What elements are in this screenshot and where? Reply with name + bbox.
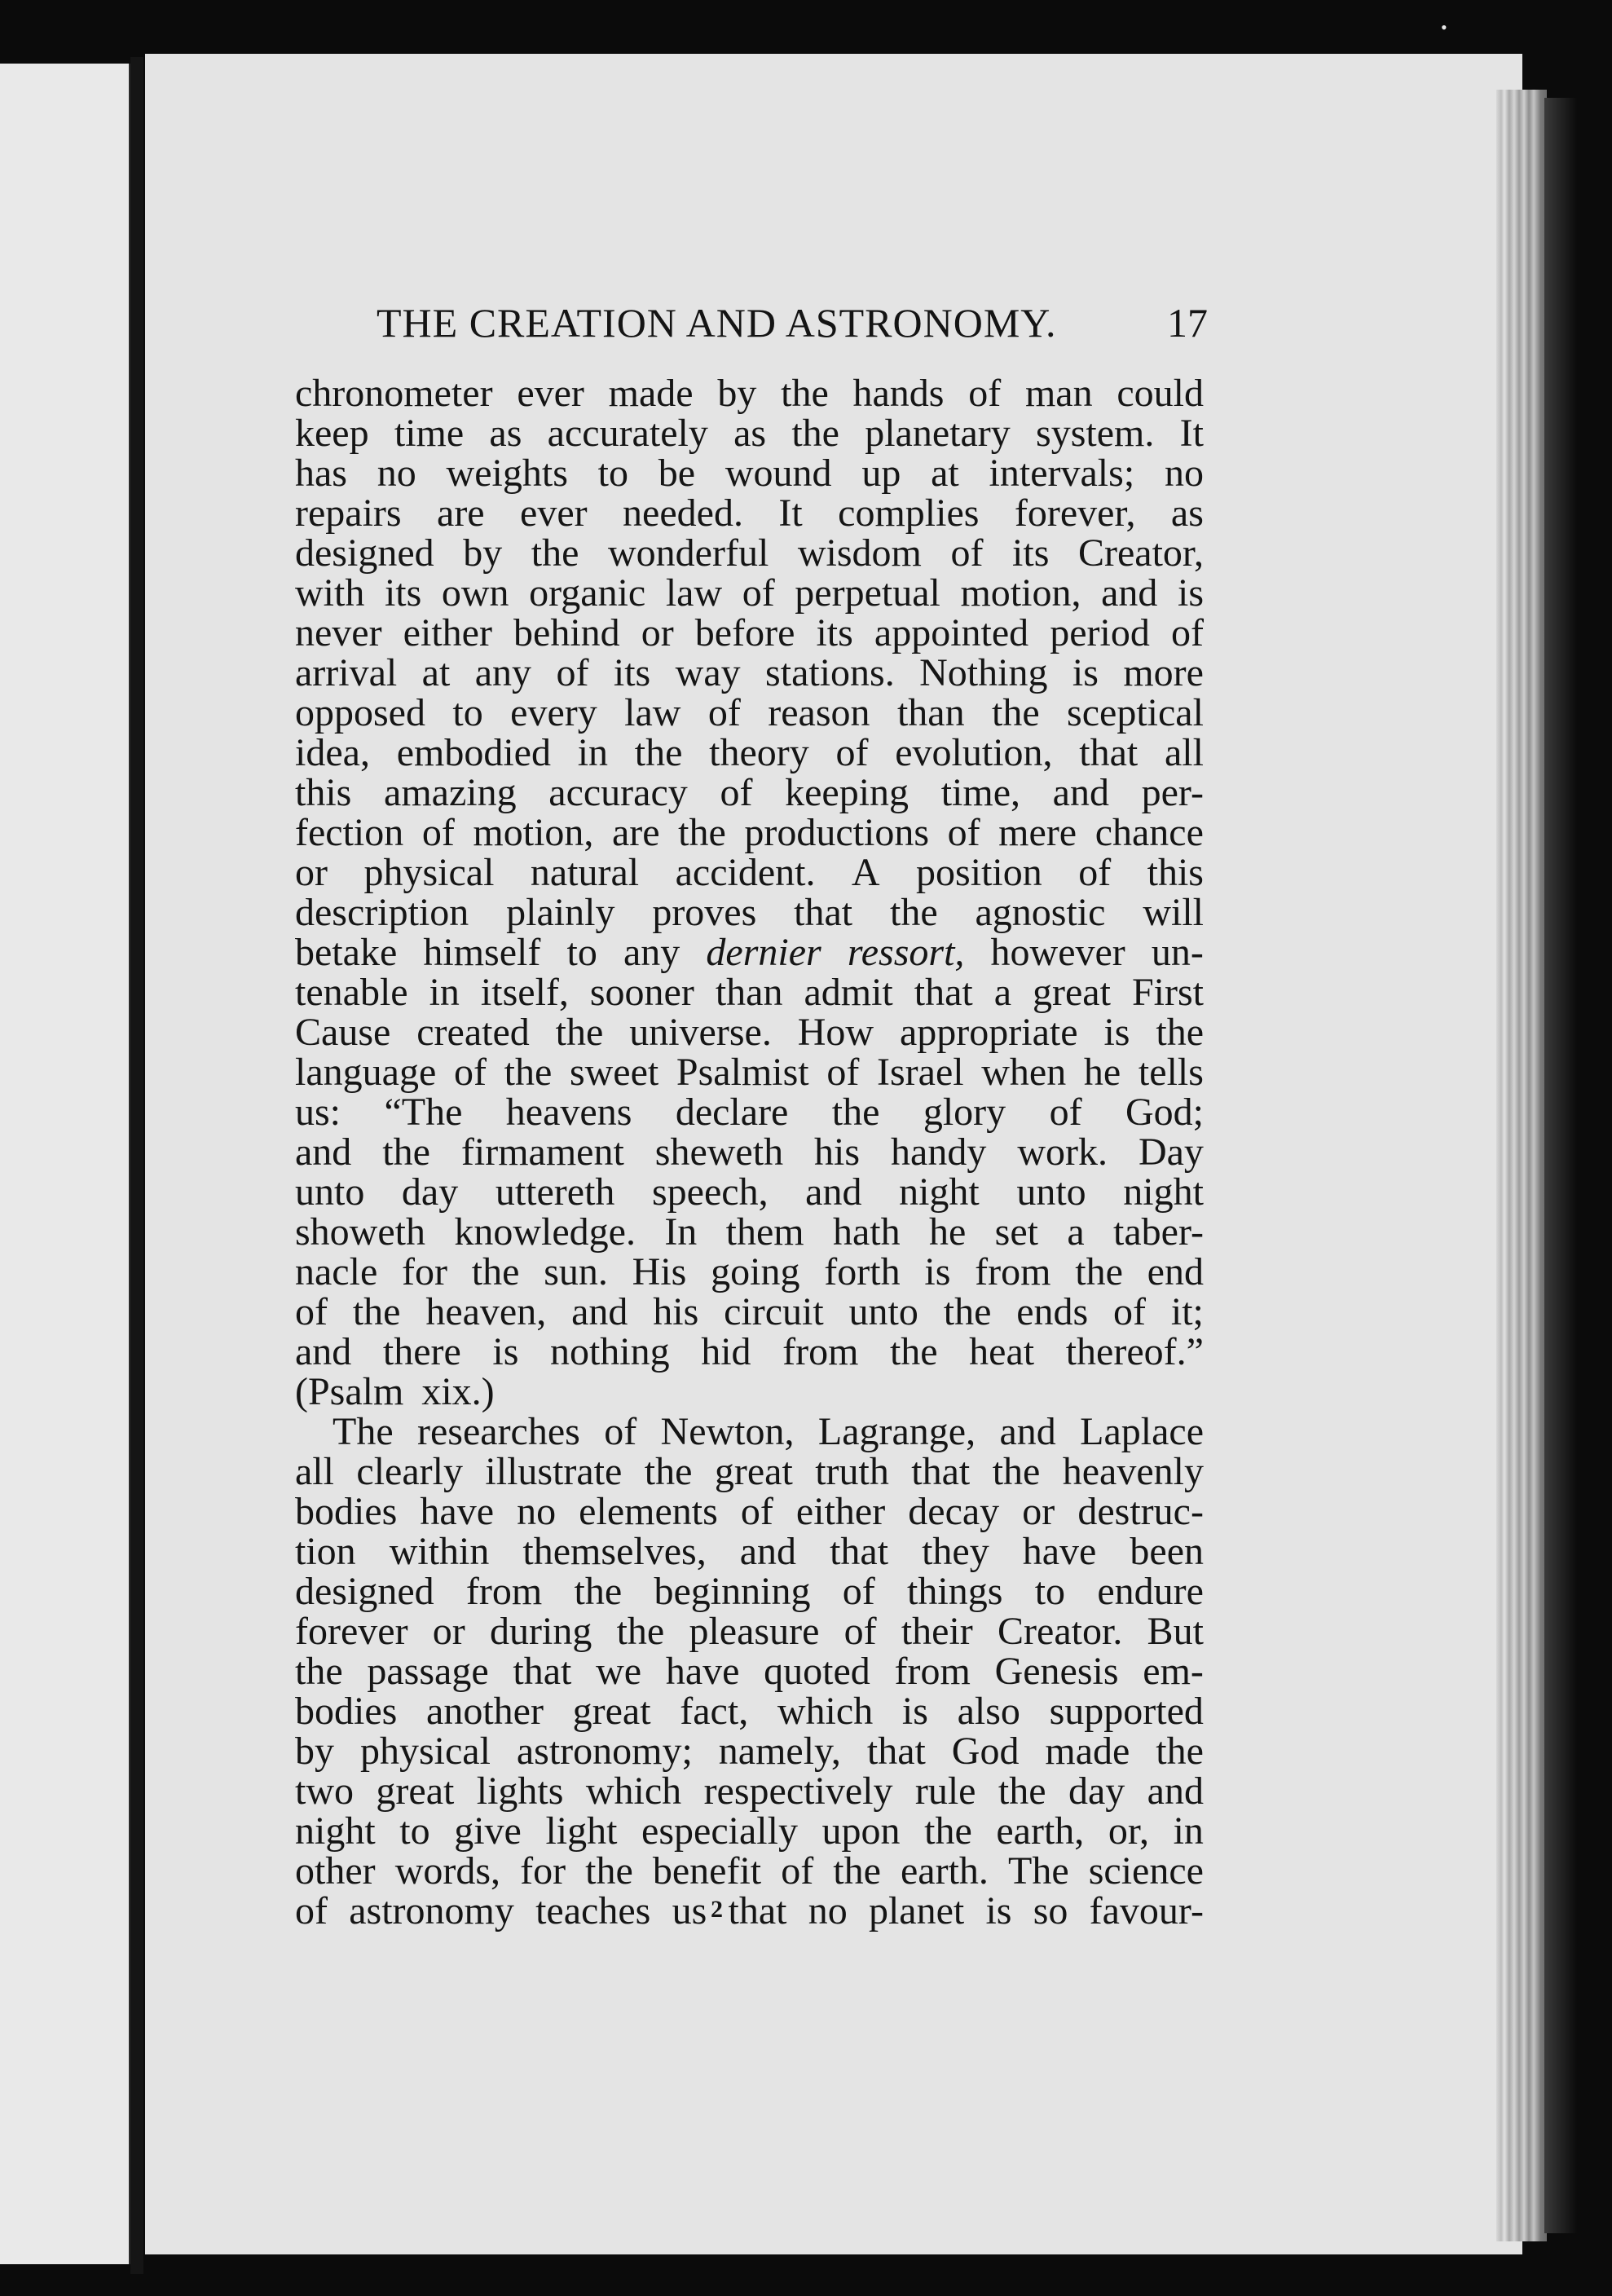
text-line: Cause created the universe. How appropriate is the — [295, 1011, 1204, 1054]
page-number: 17 — [1167, 300, 1208, 346]
text-line: night to give light especially upon the earth, or, in — [295, 1809, 1204, 1853]
text-line: idea, embodied in the theory of evolution, that all — [295, 731, 1204, 774]
page-stack-edge — [1496, 90, 1547, 2241]
text-line: two great lights which respectively rule the day and — [295, 1769, 1204, 1813]
text-line: showeth knowledge. In them hath he set a taber- — [295, 1210, 1204, 1254]
text-line: repairs are ever needed. It complies forever, as — [295, 491, 1204, 535]
text-line: us: “The heavens declare the glory of God; — [295, 1091, 1204, 1134]
text-line: forever or during the pleasure of their Creator. But — [295, 1610, 1204, 1653]
text-line: bodies another great fact, which is also supported — [295, 1690, 1204, 1733]
text-line: fection of motion, are the productions of mere chance — [295, 811, 1204, 854]
text-line: and there is nothing hid from the heat thereof.” — [295, 1330, 1204, 1373]
text-line: designed from the beginning of things to endure — [295, 1570, 1204, 1613]
text-line: (Psalm xix.) — [295, 1370, 495, 1413]
text-line: all clearly illustrate the great truth that the heavenly — [295, 1450, 1204, 1493]
page-stack-shadow — [1544, 98, 1577, 2233]
text-line: this amazing accuracy of keeping time, and per- — [295, 771, 1204, 814]
text-line: with its own organic law of perpetual motion, and is — [295, 571, 1204, 615]
gutter-shadow — [130, 57, 143, 2274]
text-line: opposed to every law of reason than the sceptical — [295, 691, 1204, 734]
text-line: and the firmament sheweth his handy work. Day — [295, 1130, 1204, 1174]
text-line: betake himself to any dernier ressort, however un- — [295, 931, 1204, 974]
text-line: tenable in itself, sooner than admit that a great First — [295, 971, 1204, 1014]
text-line: designed by the wonderful wisdom of its Creator, — [295, 531, 1204, 575]
text-line: of astronomy teaches us that no planet is so favour- — [295, 1889, 1204, 1932]
signature-mark: 2 — [711, 1896, 723, 1923]
corner-mark: • — [1441, 17, 1447, 37]
text-line: has no weights to be wound up at intervals; no — [295, 452, 1204, 495]
text-line: bodies have no elements of either decay or destruc- — [295, 1490, 1204, 1533]
text-line: The researches of Newton, Lagrange, and Laplace — [333, 1410, 1204, 1453]
body-text — [295, 373, 1204, 1931]
text-line: keep time as accurately as the planetary system. It — [295, 412, 1204, 455]
text-line: tion within themselves, and that they have been — [295, 1530, 1204, 1573]
text-line: or physical natural accident. A position of this — [295, 851, 1204, 894]
text-line: other words, for the benefit of the earth. The science — [295, 1849, 1204, 1893]
running-header — [377, 298, 1208, 347]
text-line: chronometer ever made by the hands of man could — [295, 372, 1204, 415]
text-line: language of the sweet Psalmist of Israel when he tells — [295, 1051, 1204, 1094]
text-line: nacle for the sun. His going forth is from the end — [295, 1250, 1204, 1293]
text-line: of the heaven, and his circuit unto the ends of it; — [295, 1290, 1204, 1333]
text-line: never either behind or before its appointed period of — [295, 611, 1204, 654]
running-title: THE CREATION AND ASTRONOMY. — [377, 300, 1057, 346]
left-page-edge — [0, 64, 131, 2264]
text-line: by physical astronomy; namely, that God made the — [295, 1730, 1204, 1773]
text-line: unto day uttereth speech, and night unto night — [295, 1170, 1204, 1214]
text-line: the passage that we have quoted from Genesis em- — [295, 1650, 1204, 1693]
text-line: arrival at any of its way stations. Nothing is more — [295, 651, 1204, 694]
text-line: description plainly proves that the agnostic will — [295, 891, 1204, 934]
